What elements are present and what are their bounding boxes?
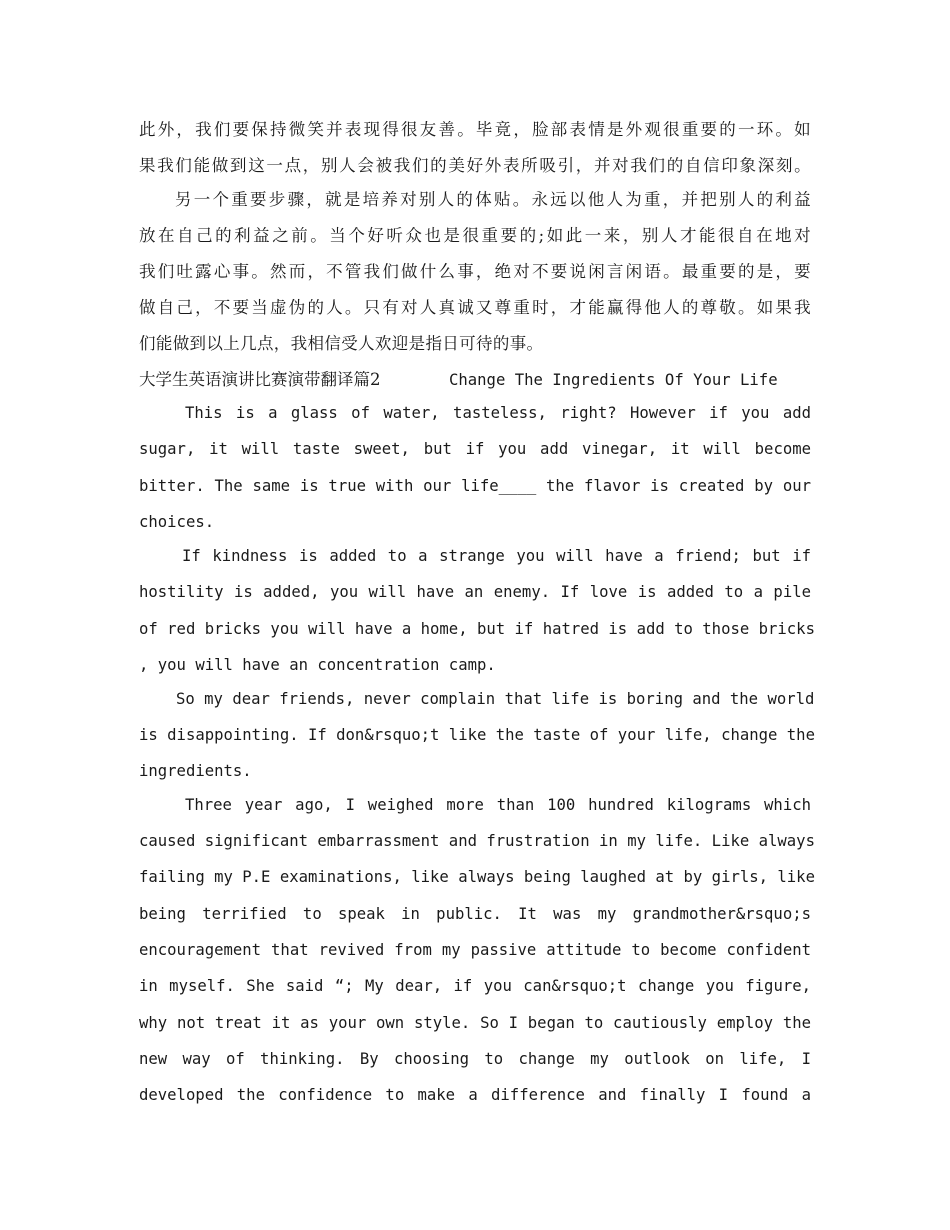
text-line: This is a glass of water, tasteless, right? However if you add <box>185 404 811 422</box>
text-line: sugar, it will taste sweet, but if you add vinegar, it will become <box>139 440 811 458</box>
text-line: 果我们能做到这一点，别人会被我们的美好外表所吸引，并对我们的自信印象深刻。 <box>139 156 811 175</box>
text-line: 做自己，不要当虚伪的人。只有对人真诚又尊重时，才能赢得他人的尊敬。如果我 <box>139 298 811 317</box>
text-line: ingredients. <box>139 762 252 780</box>
text-line: 此外，我们要保持微笑并表现得很友善。毕竟，脸部表情是外观很重要的一环。如 <box>139 120 811 139</box>
text-line: 另一个重要步骤，就是培养对别人的体贴。永远以他人为重，并把别人的利益 <box>175 190 811 209</box>
section-heading-en: Change The Ingredients Of Your Life <box>449 371 778 389</box>
text-line: in myself. She said “; My dear, if you can&rsquo;t change you figure, <box>139 977 811 995</box>
text-line: failing my P.E examinations, like always being laughed at by girls, like <box>139 868 815 886</box>
text-line: being terrified to speak in public. It was my grandmother&rsquo;s <box>139 905 811 923</box>
text-line: 放在自己的利益之前。当个好听众也是很重要的;如此一来，别人才能很自在地对 <box>139 226 811 245</box>
text-line: 我们吐露心事。然而，不管我们做什么事，绝对不要说闲言闲语。最重要的是，要 <box>139 262 811 281</box>
text-line: of red bricks you will have a home, but if hatred is add to those bricks <box>139 620 815 638</box>
text-line: encouragement that revived from my passive attitude to become confident <box>139 941 811 959</box>
text-line: Three year ago, I weighed more than 100 hundred kilograms which <box>185 796 811 814</box>
text-line: So my dear friends, never complain that life is boring and the world <box>176 690 815 708</box>
text-line: developed the confidence to make a difference and finally I found a <box>139 1086 811 1104</box>
text-line: why not treat it as your own style. So I began to cautiously employ the <box>139 1014 811 1032</box>
text-line: new way of thinking. By choosing to change my outlook on life, I <box>139 1050 811 1068</box>
text-line: is disappointing. If don&rsquo;t like the taste of your life, change the <box>139 726 815 744</box>
text-line: bitter. The same is true with our life____ the flavor is created by our <box>139 477 811 495</box>
text-line: choices. <box>139 513 215 531</box>
text-line: hostility is added, you will have an enemy. If love is added to a pile <box>139 583 811 601</box>
text-line: caused significant embarrassment and frustration in my life. Like always <box>139 832 815 850</box>
section-heading-zh: 大学生英语演讲比赛演带翻译篇2 <box>139 370 381 389</box>
text-line: , you will have an concentration camp. <box>139 656 496 674</box>
text-line: 们能做到以上几点，我相信受人欢迎是指日可待的事。 <box>139 334 544 353</box>
text-line: If kindness is added to a strange you will have a friend; but if <box>182 547 811 565</box>
